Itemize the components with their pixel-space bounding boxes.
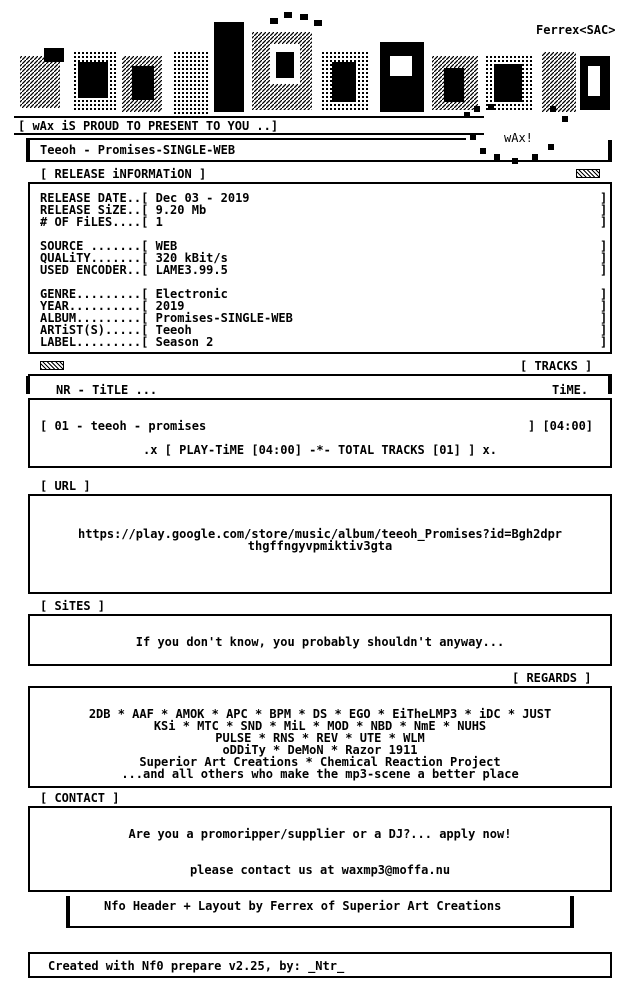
release-info-line-end: ] xyxy=(600,191,608,205)
url-line-2[interactable]: thgffngyvpmiktiv3gta xyxy=(247,539,393,553)
footer-left-bar xyxy=(66,896,70,928)
contact-heading: [ CONTACT ] xyxy=(40,791,120,805)
tracks-total: .x [ PLAY-TiME [04:00] -*- TOTAL TRACKS [01] ] x. xyxy=(142,443,497,457)
release-info-line-end: ] xyxy=(600,215,608,229)
release-info-line: ALBUM.........[ Promises-SINGLE-WEB xyxy=(40,311,293,325)
release-info-line: YEAR..........[ 2019 xyxy=(40,299,185,313)
regards-line: KSi * MTC * SND * MiL * MOD * NBD * NmE * NUHS xyxy=(153,719,487,733)
footer-right-bar xyxy=(570,896,574,928)
artist-credit: Ferrex<SAC> xyxy=(536,23,616,37)
tracks-col-title: NR - TiTLE ... xyxy=(56,383,158,397)
release-info-line-end: ] xyxy=(600,287,608,301)
sites-text: If you don't know, you probably shouldn't anyway... xyxy=(135,635,505,649)
hatch-decoration-tracks xyxy=(40,361,64,370)
regards-line: oDDiTy * DeMoN * Razor 1911 xyxy=(222,743,418,757)
release-info-line: ARTiST(S).....[ Teeoh xyxy=(40,323,192,337)
sites-heading: [ SiTES ] xyxy=(40,599,106,613)
track-name: [ 01 - teeoh - promises xyxy=(40,419,207,433)
tracks-col-left-bar xyxy=(26,376,30,394)
present-line: [ wAx iS PROUD TO PRESENT TO YOU ..] xyxy=(18,119,279,133)
layout-credit: Nfo Header + Layout by Ferrex of Superior Art Creations xyxy=(104,899,502,913)
release-info-line: RELEASE DATE..[ Dec 03 - 2019 xyxy=(40,191,250,205)
regards-heading: [ REGARDS ] xyxy=(512,671,592,685)
contact-line-2[interactable]: please contact us at waxmp3@moffa.nu xyxy=(189,863,451,877)
footer-bottom-line xyxy=(66,926,574,928)
release-info-line-end: ] xyxy=(600,299,608,313)
release-info-line-end: ] xyxy=(600,251,608,265)
release-info-heading: [ RELEASE iNFORMATiON ] xyxy=(40,167,207,181)
title-bottom-line xyxy=(26,160,612,162)
release-info-line: LABEL.........[ Season 2 xyxy=(40,335,214,349)
regards-line: ...and all others who make the mp3-scene a better place xyxy=(121,767,519,781)
title-left-bar xyxy=(26,138,30,162)
url-line-1[interactable]: https://play.google.com/store/music/album/teeoh_Promises?id=Bgh2dpr xyxy=(77,527,563,541)
contact-line-1: Are you a promoripper/supplier or a DJ?... apply now! xyxy=(128,827,512,841)
regards-line: 2DB * AAF * AMOK * APC * BPM * DS * EGO * EiTheLMP3 * iDC * JUST xyxy=(88,707,552,721)
logo-baseline xyxy=(14,133,484,135)
release-info-line-end: ] xyxy=(600,323,608,337)
release-info-line-end: ] xyxy=(600,335,608,349)
release-info-line-end: ] xyxy=(600,311,608,325)
group-tag: wAx! xyxy=(504,131,533,145)
tracks-box xyxy=(28,398,612,468)
release-info-line: QUALiTY.......[ 320 kBit/s xyxy=(40,251,228,265)
hatch-decoration xyxy=(576,169,600,178)
release-info-line: SOURCE .......[ WEB xyxy=(40,239,178,253)
release-info-line: GENRE.........[ Electronic xyxy=(40,287,228,301)
regards-line: Superior Art Creations * Chemical Reaction Project xyxy=(139,755,501,769)
release-info-line: # OF FiLES....[ 1 xyxy=(40,215,163,229)
tracks-heading: [ TRACKS ] xyxy=(520,359,593,373)
tracks-col-right-bar xyxy=(608,376,612,394)
release-title: Teeoh - Promises-SINGLE-WEB xyxy=(40,143,236,157)
url-heading: [ URL ] xyxy=(40,479,91,493)
regards-line: PULSE * RNS * REV * UTE * WLM xyxy=(215,731,425,745)
tracks-heading-line xyxy=(28,374,612,376)
contact-box xyxy=(28,806,612,892)
logo-underline xyxy=(14,116,484,118)
title-top-line xyxy=(26,138,466,140)
release-info-line-end: ] xyxy=(600,239,608,253)
release-info-line-end: ] xyxy=(600,203,608,217)
tracks-col-time: TiME. xyxy=(552,383,589,397)
created-with: Created with Nf0 prepare v2.25, by: _Ntr_ xyxy=(48,959,345,973)
release-info-line: RELEASE SiZE..[ 9.20 Mb xyxy=(40,203,207,217)
title-right-bar xyxy=(608,140,612,162)
track-time: ] [04:00] xyxy=(528,419,594,433)
release-info-line: USED ENCODER..[ LAME3.99.5 xyxy=(40,263,228,277)
release-info-line-end: ] xyxy=(600,263,608,277)
